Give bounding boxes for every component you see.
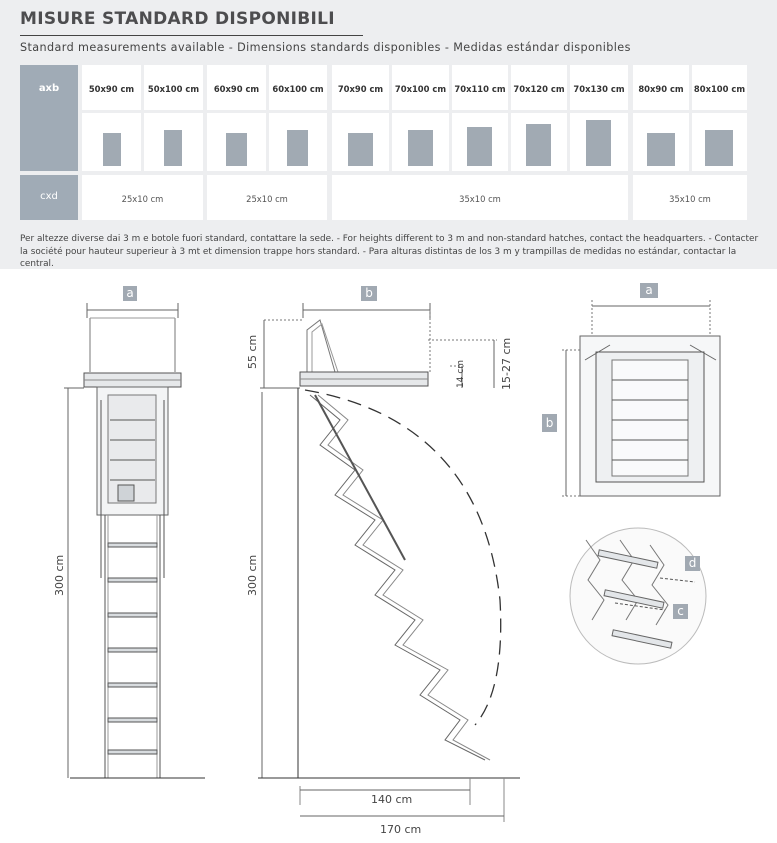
side-hatch-range-dim: 15-27 cm bbox=[500, 337, 513, 390]
row-header-axb bbox=[20, 65, 78, 171]
cxd-cell bbox=[633, 175, 747, 220]
top-width-tag: a bbox=[640, 283, 658, 298]
size-cell bbox=[207, 65, 266, 110]
size-swatch bbox=[408, 130, 433, 166]
size-label: 80x90 cm bbox=[638, 84, 684, 94]
cxd-value: 25x10 cm bbox=[121, 194, 164, 204]
detail-depth-tag: d bbox=[685, 556, 700, 571]
swatch-cell bbox=[82, 113, 141, 171]
front-height-dim: 300 cm bbox=[53, 554, 66, 596]
size-label: 50x90 cm bbox=[88, 84, 135, 94]
size-cell bbox=[570, 65, 628, 110]
size-cell bbox=[392, 65, 449, 110]
size-swatch bbox=[467, 127, 492, 166]
size-swatch bbox=[705, 130, 733, 166]
page-title: MISURE STANDARD DISPONIBILI bbox=[20, 9, 335, 29]
side-rail-dim: 55 cm bbox=[246, 334, 259, 369]
size-swatch bbox=[348, 133, 373, 166]
side-floor-dim: 140 cm bbox=[371, 793, 413, 806]
size-swatch bbox=[103, 133, 121, 166]
swatch-cell bbox=[692, 113, 747, 171]
size-label: 70x120 cm bbox=[513, 84, 565, 94]
side-view-drawing bbox=[258, 303, 520, 822]
step-detail-drawing bbox=[570, 528, 706, 664]
side-width-tag: b bbox=[361, 286, 377, 301]
row-header-cxd bbox=[20, 175, 78, 220]
size-label: 60x100 cm bbox=[272, 84, 324, 94]
cxd-value: 35x10 cm bbox=[459, 194, 501, 204]
technical-drawings bbox=[0, 270, 777, 843]
swatch-cell bbox=[144, 113, 203, 171]
standard-sizes-panel bbox=[0, 0, 777, 269]
row-header-cxd-label: cxd bbox=[40, 191, 58, 202]
size-label: 80x100 cm bbox=[693, 84, 746, 94]
size-swatch bbox=[647, 133, 675, 166]
swatch-cell bbox=[332, 113, 389, 171]
row-header-axb-label: axb bbox=[38, 83, 60, 94]
cxd-cell bbox=[332, 175, 628, 220]
cxd-cell bbox=[82, 175, 203, 220]
page-subtitle: Standard measurements available - Dimensions standards disponibles - Medidas estándar disponibles bbox=[20, 41, 631, 54]
front-view-drawing bbox=[64, 303, 205, 778]
top-view-drawing bbox=[562, 300, 720, 496]
swatch-cell bbox=[570, 113, 628, 171]
side-hatch-dim: 14 cm bbox=[456, 359, 466, 388]
size-cell bbox=[633, 65, 689, 110]
size-cell bbox=[269, 65, 327, 110]
custom-size-note: Per altezze diverse dai 3 m e botole fuori standard, contattare la sede. - For heights different to 3 m and non-standard hatches, contact the headquarters. - Contacter la société pour hauteur superieur à 3 mt et dimension trappe hors standard. - Para alturas distintas de los 3 m y trampillas de medidas no estándar, contactar la central. bbox=[20, 234, 759, 269]
size-cell bbox=[144, 65, 203, 110]
side-height-dim: 300 cm bbox=[246, 554, 259, 596]
size-swatch bbox=[164, 130, 182, 166]
size-label: 50x100 cm bbox=[147, 84, 200, 94]
size-label: 60x90 cm bbox=[213, 84, 260, 94]
swatch-cell bbox=[207, 113, 266, 171]
cxd-cell bbox=[207, 175, 327, 220]
size-label: 70x100 cm bbox=[394, 84, 447, 94]
size-cell bbox=[82, 65, 141, 110]
swatch-cell bbox=[269, 113, 327, 171]
size-cell bbox=[511, 65, 567, 110]
front-width-tag: a bbox=[123, 286, 137, 301]
size-swatch bbox=[586, 120, 611, 166]
swatch-cell bbox=[511, 113, 567, 171]
cxd-value: 35x10 cm bbox=[669, 194, 711, 204]
top-depth-tag: b bbox=[542, 414, 557, 432]
cxd-value: 25x10 cm bbox=[246, 194, 288, 204]
size-swatch bbox=[287, 130, 308, 166]
title-underline bbox=[20, 35, 363, 36]
size-label: 70x110 cm bbox=[454, 84, 506, 94]
size-cell bbox=[452, 65, 508, 110]
size-swatch bbox=[226, 133, 247, 166]
swatch-cell bbox=[633, 113, 689, 171]
size-swatch bbox=[526, 124, 551, 166]
size-label: 70x130 cm bbox=[573, 84, 625, 94]
detail-width-tag: c bbox=[673, 604, 688, 619]
side-total-dim: 170 cm bbox=[380, 823, 422, 836]
size-cell bbox=[692, 65, 747, 110]
size-label: 70x90 cm bbox=[337, 84, 384, 94]
size-cell bbox=[332, 65, 389, 110]
swatch-cell bbox=[452, 113, 508, 171]
swatch-cell bbox=[392, 113, 449, 171]
